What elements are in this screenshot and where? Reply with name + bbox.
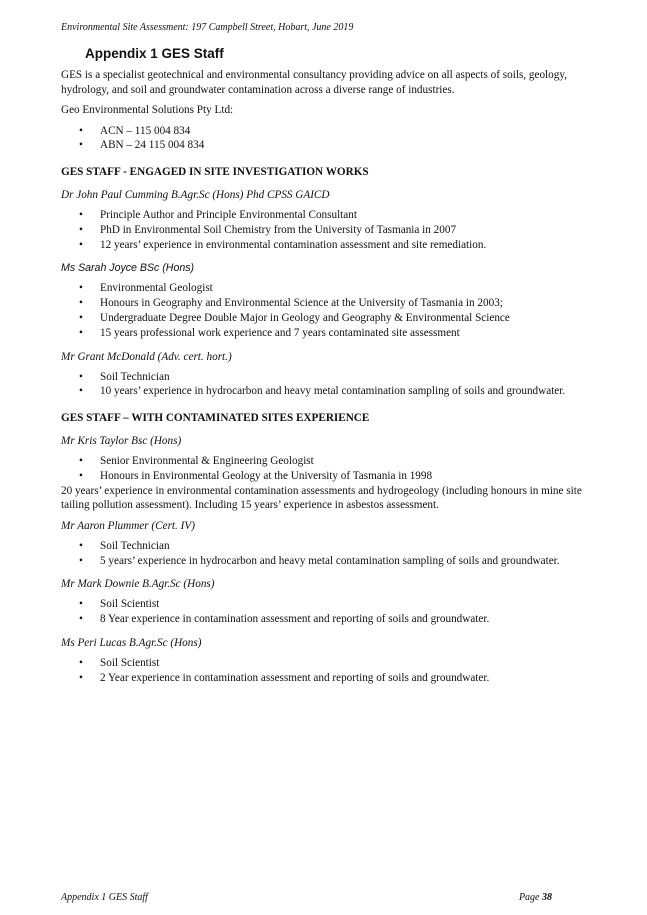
list-item: • 2 Year experience in contamination assessment and reporting of soils and groundwater. bbox=[61, 671, 606, 686]
section-heading-contaminated-sites: GES STAFF – WITH CONTAMINATED SITES EXPERIENCE bbox=[61, 412, 370, 425]
intro-paragraph: GES is a specialist geotechnical and environmental consultancy providing advice on all aspects of soils, geology, hydrology, and soil and groundwater contamination across a diverse range of industries. bbox=[61, 69, 567, 96]
list-item: • Soil Technician bbox=[61, 370, 606, 385]
list-item: • 8 Year experience in contamination assessment and reporting of soils and groundwater. bbox=[61, 612, 606, 627]
list-item: • Honours in Environmental Geology at the University of Tasmania in 1998 bbox=[61, 469, 606, 484]
page-number-value: 38 bbox=[542, 892, 552, 903]
staff-details bbox=[61, 454, 606, 484]
staff-note: 20 years’ experience in environmental contamination assessments and hydrogeology (including honours in mine site tailing pollution assessment). Including 15 years’ experience in asbestos assessment. bbox=[61, 484, 582, 512]
list-item: • Soil Scientist bbox=[61, 656, 606, 671]
staff-name: Ms Peri Lucas B.Agr.Sc (Hons) bbox=[61, 637, 202, 650]
staff-details bbox=[61, 208, 606, 252]
page-number bbox=[519, 892, 552, 903]
list-item: • Soil Scientist bbox=[61, 597, 606, 612]
list-item: • Soil Technician bbox=[61, 539, 606, 554]
staff-name: Mr Aaron Plummer (Cert. IV) bbox=[61, 519, 195, 532]
list-item: • ABN – 24 115 004 834 bbox=[61, 138, 606, 153]
page-header: Environmental Site Assessment: 197 Campbell Street, Hobart, June 2019 bbox=[61, 22, 354, 33]
staff-details bbox=[61, 597, 606, 627]
list-item: • Undergraduate Degree Double Major in Geology and Geography & Environmental Science bbox=[61, 311, 606, 326]
staff-details bbox=[61, 656, 606, 686]
list-item: • 10 years’ experience in hydrocarbon and heavy metal contamination sampling of soils and groundwater. bbox=[61, 384, 606, 399]
list-item: • 15 years professional work experience and 7 years contaminated site assessment bbox=[61, 326, 606, 341]
page-label: Page bbox=[518, 892, 540, 903]
staff-name: Mr Grant McDonald (Adv. cert. hort.) bbox=[61, 350, 232, 363]
staff-name: Mr Kris Taylor Bsc (Hons) bbox=[61, 435, 182, 448]
list-item: • ACN – 115 004 834 bbox=[61, 124, 606, 139]
staff-details bbox=[61, 370, 606, 400]
document-body bbox=[61, 46, 606, 695]
staff-details bbox=[61, 539, 606, 569]
staff-name: Ms Sarah Joyce BSc (Hons) bbox=[61, 262, 195, 275]
list-item: • Honours in Geography and Environmental Science at the University of Tasmania in 2003; bbox=[61, 296, 606, 311]
staff-details bbox=[61, 281, 606, 340]
company-id-list bbox=[61, 124, 606, 154]
footer-title: Appendix 1 GES Staff bbox=[61, 892, 148, 903]
company-name: Geo Environmental Solutions Pty Ltd: bbox=[61, 104, 234, 116]
page-title: Appendix 1 GES Staff bbox=[85, 46, 224, 61]
staff-name: Mr Mark Downie B.Agr.Sc (Hons) bbox=[61, 578, 215, 591]
section-heading-site-investigation: GES STAFF - ENGAGED IN SITE INVESTIGATION WORKS bbox=[61, 166, 369, 179]
page-footer bbox=[61, 892, 552, 903]
list-item: • 12 years’ experience in environmental contamination assessment and site remediation. bbox=[61, 238, 606, 253]
list-item: • Senior Environmental & Engineering Geologist bbox=[61, 454, 606, 469]
list-item: • Environmental Geologist bbox=[61, 281, 606, 296]
list-item: • PhD in Environmental Soil Chemistry from the University of Tasmania in 2007 bbox=[61, 223, 606, 238]
list-item: • Principle Author and Principle Environmental Consultant bbox=[61, 208, 606, 223]
list-item: • 5 years’ experience in hydrocarbon and heavy metal contamination sampling of soils and groundwater. bbox=[61, 554, 606, 569]
staff-name: Dr John Paul Cumming B.Agr.Sc (Hons) Phd CPSS GAICD bbox=[61, 189, 330, 202]
